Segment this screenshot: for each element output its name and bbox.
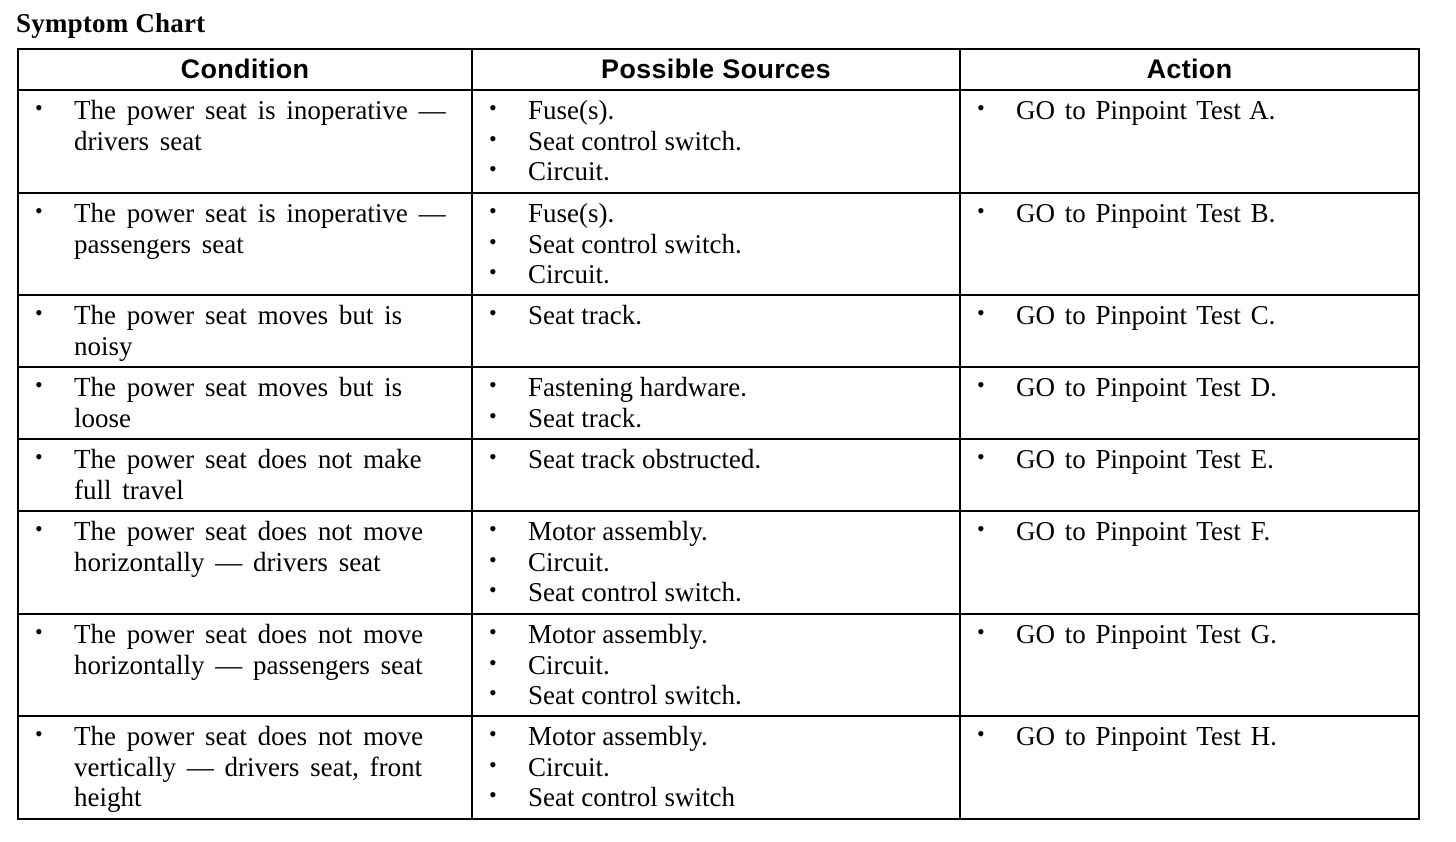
possible-sources-cell: [472, 439, 960, 511]
action-cell-list: [961, 296, 1418, 331]
bullet-icon: •: [35, 300, 43, 325]
list-item: [969, 198, 1410, 229]
possible-sources-cell-list: [473, 512, 959, 608]
list-item: [481, 577, 951, 608]
item-text: The power seat moves but is noisy: [74, 300, 403, 361]
item-text: Fuse(s).: [528, 198, 615, 228]
list-item: [969, 372, 1410, 403]
condition-cell: [18, 295, 472, 367]
action-header: Action: [960, 49, 1419, 90]
bullet-icon: •: [489, 721, 497, 746]
item-text: Motor assembly.: [528, 619, 708, 649]
possible-sources-cell: [472, 193, 960, 295]
bullet-icon: •: [489, 680, 497, 705]
list-item: [481, 650, 951, 681]
item-text: The power seat does not move vertically — drivers seat, front height: [74, 721, 424, 812]
list-item: [481, 721, 951, 752]
list-item: [27, 198, 463, 259]
list-item: [969, 721, 1410, 752]
page-title: Symptom Chart: [16, 8, 206, 38]
action-cell: [960, 511, 1419, 614]
bullet-icon: •: [35, 198, 43, 223]
action-cell: [960, 193, 1419, 295]
list-item: [481, 782, 951, 813]
bullet-icon: •: [35, 444, 43, 469]
condition-cell-list: [19, 440, 471, 505]
action-cell-list: [961, 194, 1418, 229]
item-text: The power seat does not move horizontally — drivers seat: [74, 516, 424, 577]
list-item: [481, 403, 951, 434]
possible-sources-cell: [472, 367, 960, 439]
table-row: [18, 193, 1419, 295]
list-item: [27, 516, 463, 577]
possible-sources-cell: [472, 511, 960, 614]
bullet-icon: •: [977, 198, 985, 223]
possible-sources-cell: [472, 295, 960, 367]
bullet-icon: •: [489, 402, 497, 428]
item-text: Circuit.: [528, 751, 610, 782]
action-cell: [960, 90, 1419, 193]
item-text: GO to Pinpoint Test D.: [1016, 372, 1277, 402]
list-item: [481, 516, 951, 547]
list-item: [27, 300, 463, 361]
bullet-icon: •: [489, 300, 497, 325]
list-item: [27, 372, 463, 433]
bullet-icon: •: [489, 156, 497, 181]
item-text: Seat control switch.: [528, 125, 742, 156]
possible-sources-cell-list: [473, 368, 959, 433]
condition-cell: [18, 511, 472, 614]
item-text: Motor assembly.: [528, 516, 708, 546]
table-row: [18, 367, 1419, 439]
condition-cell-list: [19, 368, 471, 433]
item-text: Seat control switch.: [528, 680, 742, 710]
bullet-icon: •: [977, 300, 985, 325]
possible-sources-cell-list: [473, 296, 959, 331]
list-item: [481, 680, 951, 711]
bullet-icon: •: [489, 649, 497, 675]
item-text: GO to Pinpoint Test F.: [1016, 516, 1271, 546]
item-text: Seat control switch.: [528, 228, 742, 259]
possible-sources-cell-list: [473, 717, 959, 813]
bullet-icon: •: [35, 95, 43, 120]
item-text: GO to Pinpoint Test A.: [1016, 95, 1276, 125]
list-item: [969, 95, 1410, 126]
bullet-icon: •: [977, 619, 985, 644]
item-text: Fuse(s).: [528, 95, 615, 125]
item-text: The power seat does not move horizontally — passengers seat: [74, 619, 424, 680]
list-item: [481, 95, 951, 126]
list-item: [481, 752, 951, 783]
list-item: [481, 229, 951, 260]
item-text: The power seat moves but is loose: [74, 372, 403, 433]
action-cell-list: [961, 615, 1418, 650]
bullet-icon: •: [489, 198, 497, 223]
item-text: Motor assembly.: [528, 721, 708, 751]
bullet-icon: •: [489, 516, 497, 541]
list-item: [481, 547, 951, 578]
possible-sources-cell: [472, 90, 960, 193]
list-item: [481, 198, 951, 229]
table-body: [18, 90, 1419, 819]
action-cell-list: [961, 91, 1418, 126]
list-item: [27, 95, 463, 156]
possible-sources-cell: [472, 716, 960, 819]
item-text: Circuit.: [528, 649, 610, 680]
item-text: GO to Pinpoint Test E.: [1016, 444, 1274, 474]
bullet-icon: •: [489, 577, 497, 602]
item-text: Circuit.: [528, 259, 610, 289]
possible-sources-cell-list: [473, 440, 959, 475]
list-item: [969, 516, 1410, 547]
condition-cell: [18, 716, 472, 819]
list-item: [969, 300, 1410, 331]
table-row: [18, 716, 1419, 819]
item-text: Seat track.: [528, 402, 642, 433]
bullet-icon: •: [489, 125, 497, 151]
item-text: Seat control switch: [528, 782, 735, 812]
item-text: The power seat does not make full travel: [74, 444, 422, 505]
action-cell: [960, 367, 1419, 439]
list-item: [27, 444, 463, 505]
condition-cell: [18, 90, 472, 193]
condition-cell-list: [19, 91, 471, 156]
list-item: [481, 444, 951, 475]
bullet-icon: •: [35, 372, 43, 397]
item-text: Seat track obstructed.: [528, 444, 762, 474]
list-item: [481, 259, 951, 290]
item-text: Fastening hardware.: [528, 372, 747, 402]
bullet-icon: •: [489, 259, 497, 284]
bullet-icon: •: [977, 721, 985, 746]
action-cell-list: [961, 717, 1418, 752]
bullet-icon: •: [35, 516, 43, 541]
bullet-icon: •: [35, 721, 43, 746]
list-item: [481, 300, 951, 331]
condition-cell: [18, 439, 472, 511]
bullet-icon: •: [489, 619, 497, 644]
table-row: [18, 90, 1419, 193]
list-item: [481, 126, 951, 157]
item-text: Circuit.: [528, 156, 610, 186]
action-cell-list: [961, 368, 1418, 403]
table-header-row: [18, 49, 1419, 90]
possible-sources-cell: [472, 614, 960, 716]
item-text: Seat track.: [528, 300, 642, 330]
symptom-chart-table: [17, 48, 1420, 820]
bullet-icon: •: [489, 751, 497, 777]
list-item: [27, 721, 463, 813]
bullet-icon: •: [35, 619, 43, 644]
list-item: [481, 156, 951, 187]
bullet-icon: •: [489, 444, 497, 469]
condition-cell-list: [19, 512, 471, 577]
bullet-icon: •: [977, 372, 985, 397]
list-item: [969, 444, 1410, 475]
action-cell-list: [961, 440, 1418, 475]
list-item: [481, 372, 951, 403]
item-text: The power seat is inoperative — passengers seat: [74, 198, 446, 259]
item-text: GO to Pinpoint Test B.: [1016, 198, 1276, 228]
list-item: [27, 619, 463, 680]
possible-sources-cell-list: [473, 91, 959, 187]
condition-cell-list: [19, 296, 471, 361]
table-row: [18, 439, 1419, 511]
list-item: [969, 619, 1410, 650]
item-text: GO to Pinpoint Test H.: [1016, 721, 1277, 751]
action-cell: [960, 439, 1419, 511]
possible-sources-cell-list: [473, 615, 959, 711]
list-item: [481, 619, 951, 650]
bullet-icon: •: [977, 444, 985, 469]
condition-cell: [18, 367, 472, 439]
condition-cell: [18, 193, 472, 295]
table-row: [18, 511, 1419, 614]
bullet-icon: •: [489, 782, 497, 807]
item-text: The power seat is inoperative — drivers seat: [74, 95, 446, 156]
item-text: Circuit.: [528, 546, 610, 577]
table-row: [18, 614, 1419, 716]
condition-cell-list: [19, 717, 471, 813]
bullet-icon: •: [489, 372, 497, 397]
bullet-icon: •: [977, 516, 985, 541]
item-text: GO to Pinpoint Test C.: [1016, 300, 1276, 330]
action-cell: [960, 614, 1419, 716]
condition-header: Condition: [18, 49, 472, 90]
possible-sources-cell-list: [473, 194, 959, 290]
table-row: [18, 295, 1419, 367]
item-text: GO to Pinpoint Test G.: [1016, 619, 1277, 649]
item-text: Seat control switch.: [528, 577, 742, 607]
possible-sources-header: Possible Sources: [472, 49, 960, 90]
condition-cell: [18, 614, 472, 716]
action-cell: [960, 295, 1419, 367]
condition-cell-list: [19, 615, 471, 680]
condition-cell-list: [19, 194, 471, 259]
bullet-icon: •: [489, 546, 497, 572]
bullet-icon: •: [489, 228, 497, 254]
action-cell: [960, 716, 1419, 819]
bullet-icon: •: [977, 95, 985, 120]
bullet-icon: •: [489, 95, 497, 120]
action-cell-list: [961, 512, 1418, 547]
